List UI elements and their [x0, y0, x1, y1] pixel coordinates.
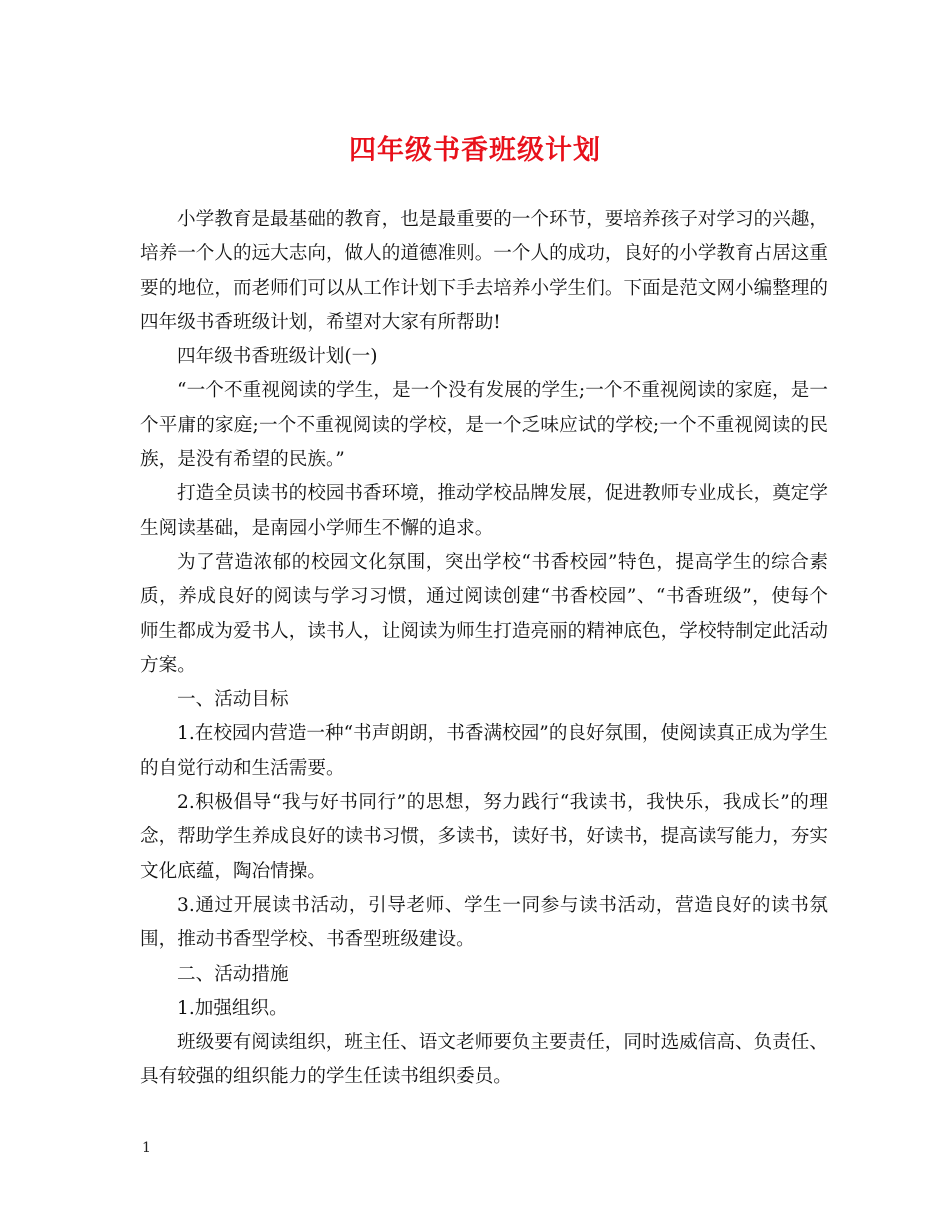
- measure-item-1: 1.加强组织。: [177, 997, 288, 1019]
- section-heading-plan-one: 四年级书香班级计划(一): [177, 346, 378, 368]
- page-number: 1: [142, 1140, 151, 1156]
- section-heading-objectives: 一、活动目标: [177, 689, 289, 711]
- objective-item-2: 2.积极倡导“我与好书同行”的思想，努力践行“我读书，我快乐，我成长”的理念，帮助学生养成良好的读书习惯，多读书，读好书，好读书，提高读写能力，夯实文化底蕴，陶冶情操。: [140, 792, 828, 882]
- paragraph-quote: “一个不重视阅读的学生，是一个没有发展的学生;一个不重视阅读的家庭，是一个平庸的家庭;一个不重视阅读的学校，是一个乏味应试的学校;一个不重视阅读的民族，是没有希望的民族。”: [140, 380, 828, 471]
- paragraph-intro: 小学教育是最基础的教育，也是最重要的一个环节，要培养孩子对学习的兴趣，培养一个人的远大志向，做人的道德准则。一个人的成功，良好的小学教育占居这重要的地位，而老师们可以从工作计划下手去培养小学生们。下面是范文网小编整理的四年级书香班级计划，希望对大家有所帮助!: [140, 209, 828, 333]
- objective-item-3: 3.通过开展读书活动，引导老师、学生一同参与读书活动，营造良好的读书氛围，推动书香型学校、书香型班级建设。: [140, 894, 828, 951]
- paragraph-purpose: 为了营造浓郁的校园文化氛围，突出学校“书香校园”特色，提高学生的综合素质，养成良好的阅读与学习习惯，通过阅读创建“书香校园”、“书香班级”，使每个师生都成为爱书人，读书人，让阅读为师生打造亮丽的精神底色，学校特制定此活动方案。: [140, 551, 828, 676]
- document-title: 四年级书香班级计划: [349, 135, 601, 166]
- paragraph-goal-statement: 打造全员读书的校园书香环境，推动学校品牌发展，促进教师专业成长，奠定学生阅读基础，是南园小学师生不懈的追求。: [140, 483, 828, 539]
- paragraph-organization: 班级要有阅读组织，班主任、语文老师要负主要责任，同时选威信高、负责任、具有较强的组织能力的学生任读书组织委员。: [140, 1032, 828, 1088]
- document-body: [140, 203, 828, 1095]
- section-heading-measures: 二、活动措施: [177, 963, 289, 985]
- objective-item-1: 1.在校园内营造一种“书声朗朗，书香满校园”的良好氛围，使阅读真正成为学生的自觉行动和生活需要。: [140, 723, 828, 779]
